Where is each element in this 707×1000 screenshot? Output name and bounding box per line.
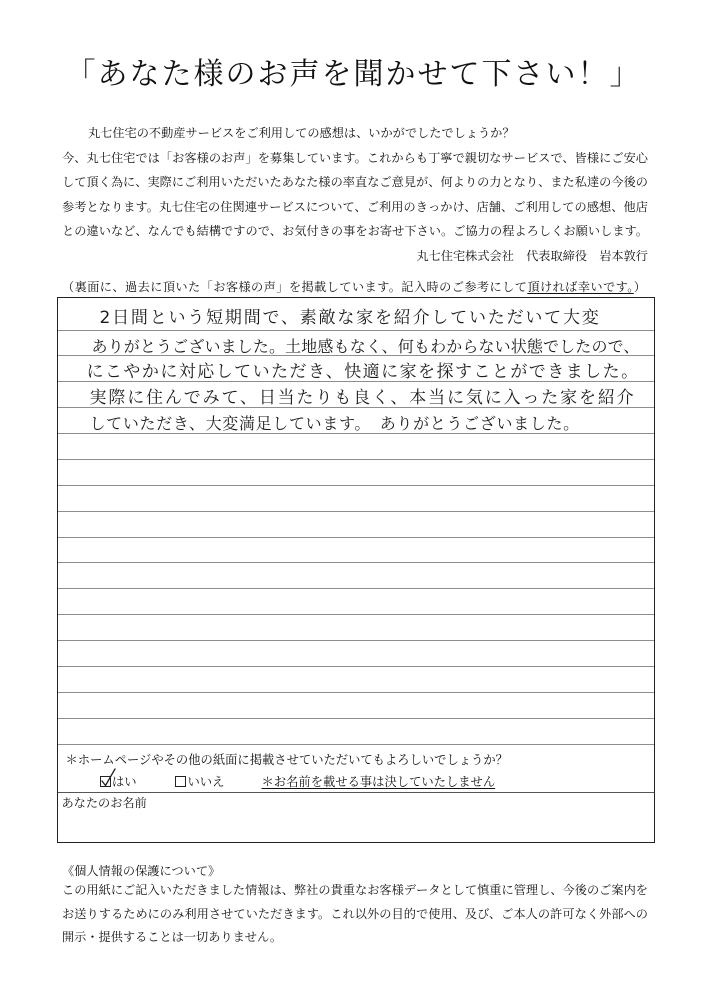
publish-consent-section	[58, 745, 654, 793]
intro-line: 今、丸七住宅では「お客様のお声」を募集しています。これからも丁寧で親切なサービスで、皆様にご安心	[62, 150, 648, 165]
yes-label: はい	[112, 774, 137, 789]
ruled-line	[58, 512, 654, 538]
handwritten-line: にこやかに対応していただき、快適に家を探すことができました。	[86, 362, 640, 383]
ruled-line	[58, 356, 654, 382]
ruled-line	[58, 693, 654, 719]
intro-text	[62, 121, 648, 268]
handwritten-line: 実際に住んでみて、日当たりも良く、本当に気に入った家を紹介	[89, 388, 636, 409]
note-suffix: ）	[633, 280, 646, 294]
ruled-line	[58, 408, 654, 434]
feedback-box	[57, 297, 655, 843]
ruled-line	[58, 434, 654, 460]
ruled-line	[58, 486, 654, 512]
ruled-line	[58, 719, 654, 745]
note-prefix: （裏面に、過去に頂いた「お客様の声」を掲載しています。記入時のご参考にして	[62, 280, 528, 294]
intro-line: 参考となります。丸七住宅の住関連サービスについて、ご利用のきっかけ、店舗、ご利用しての感想、他店	[62, 199, 648, 214]
ruled-line	[58, 460, 654, 486]
privacy-line: 開示・提供することは一切ありません。	[62, 930, 283, 945]
privacy-heading: 《個人情報の保護について》	[62, 864, 221, 878]
name-field-label: あなたのお名前	[61, 795, 147, 810]
name-privacy-notice: ＊お名前を載せる事は決していたしません	[261, 774, 496, 789]
reference-note	[62, 276, 646, 298]
signature: 丸七住宅株式会社 代表取締役 岩本敦行	[416, 248, 648, 263]
feedback-writing-area[interactable]	[58, 298, 654, 745]
no-label: いいえ	[187, 774, 225, 789]
note-underlined: 頂ければ幸いです。	[527, 280, 634, 294]
intro-line: との違いなど、なんでも結構ですので、お気付きの事をお寄せ下さい。ご協力の程よろしくお願いします。	[62, 224, 648, 238]
no-checkbox[interactable]	[175, 776, 186, 787]
ruled-line	[58, 667, 654, 693]
ruled-line	[58, 615, 654, 641]
privacy-line: お送りするためにのみ利用させていただきます。これ以外の目的で使用、及び、ご本人の許可なく外部への	[62, 906, 648, 921]
ruled-line	[58, 331, 654, 357]
privacy-line: この用紙にご記入いただきました情報は、弊社の貴重なお客様データとして慎重に管理し、今後のご案内を	[62, 883, 648, 898]
ruled-line	[58, 382, 654, 408]
privacy-text	[62, 879, 648, 950]
handwritten-line: 2日間という短期間で、素敵な家を紹介していただいて大変	[99, 307, 601, 328]
ruled-line	[58, 563, 654, 589]
form-title: 「あなた様のお声を聞かせて下さい！」	[65, 57, 642, 92]
handwritten-line: していただき、大変満足しています。 ありがとうございました。	[89, 414, 580, 434]
name-field[interactable]	[58, 793, 654, 842]
ruled-line	[58, 641, 654, 667]
consent-question: ＊ホームページやその他の紙面に掲載させていただいてもよろしいでしょうか？	[65, 752, 508, 767]
handwritten-line: ありがとうございました。土地感もなく、何もわからない状態でしたので、	[91, 336, 640, 356]
intro-line: 丸七住宅の不動産サービスをご利用しての感想は、いかがでしたでしょうか？	[88, 126, 515, 140]
ruled-line	[58, 298, 654, 331]
intro-line: して頂く為に、実際にご利用いただいたあなた様の率直なご意見が、何よりの力となり、また私達の今後の	[62, 175, 648, 189]
ruled-line	[58, 589, 654, 615]
yes-checkbox[interactable]	[100, 776, 111, 787]
ruled-line	[58, 538, 654, 564]
